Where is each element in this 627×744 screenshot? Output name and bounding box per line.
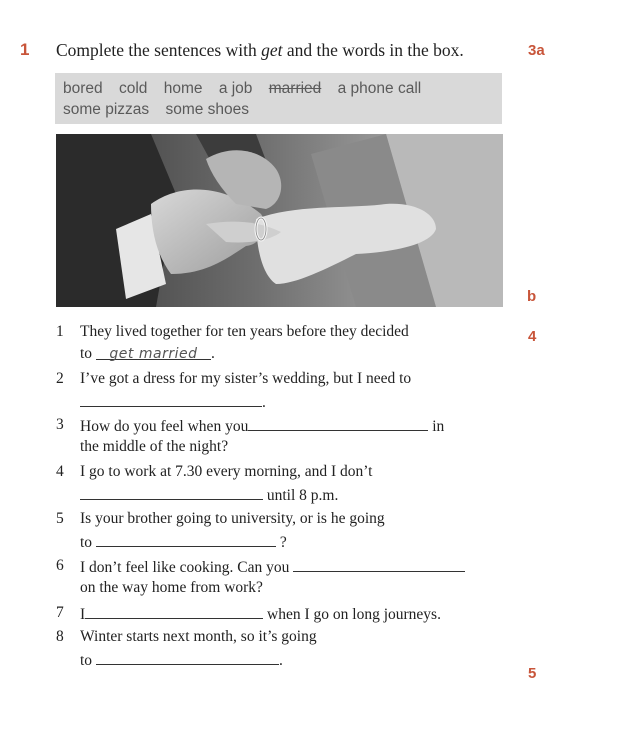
wedding-ring-photo [56, 134, 503, 307]
question-7-answer-blank[interactable] [85, 602, 263, 619]
question-5-line-1: Is your brother going to university, or is he going [80, 510, 385, 527]
word-some-pizzas: some pizzas [63, 101, 150, 118]
question-1-number: 1 [56, 323, 64, 340]
question-2-line-1: I’ve got a dress for my sister’s wedding, but I need to [80, 370, 412, 387]
word-box-line-2 [63, 99, 494, 120]
question-4-line-1: I go to work at 7.30 every morning, and I don’t [80, 463, 373, 480]
question-3-line-2: the middle of the night? [80, 438, 229, 455]
side-label-b: b [527, 288, 537, 305]
question-8-line-1: Winter starts next month, so it’s going [80, 628, 317, 645]
question-4-line-2: until 8 p.m. [80, 483, 338, 507]
question-2-line-2: . [80, 390, 266, 414]
word-bored: bored [63, 80, 103, 97]
question-6-answer-blank[interactable] [293, 555, 465, 572]
side-label-4: 4 [528, 328, 537, 345]
question-6-line-2: on the way home from work? [80, 579, 263, 596]
question-3-line-1: How do you feel when you in [80, 414, 444, 438]
question-5-number: 5 [56, 510, 64, 527]
word-a-job: a job [218, 80, 253, 97]
question-1-line-2: to get married . [80, 345, 215, 362]
question-8-number: 8 [56, 628, 64, 645]
question-1-line-1: They lived together for ten years before they decided [80, 323, 409, 340]
word-married-used: married [268, 80, 322, 97]
question-6-line-1: I don’t feel like cooking. Can you [80, 555, 465, 579]
word-some-shoes: some shoes [165, 101, 250, 118]
question-7-line-1: I when I go on long journeys. [80, 602, 441, 626]
question-4-number: 4 [56, 463, 64, 480]
exercise-number: 1 [20, 40, 30, 59]
question-3-answer-blank[interactable] [248, 414, 428, 431]
question-8-line-2: to . [80, 648, 283, 672]
word-home: home [163, 80, 203, 97]
word-cold: cold [118, 80, 148, 97]
question-1-answer-blank[interactable]: get married [96, 343, 211, 360]
exercise-instruction: Complete the sentences with get and the words in the box. [56, 40, 464, 60]
side-label-5: 5 [528, 665, 537, 682]
question-3-number: 3 [56, 416, 64, 433]
question-5-line-2: to ? [80, 530, 287, 554]
instruction-keyword: get [261, 40, 283, 60]
word-a-phone-call: a phone call [337, 80, 422, 97]
word-box-line-1 [63, 78, 494, 99]
word-box [55, 73, 502, 124]
question-6-number: 6 [56, 557, 64, 574]
question-2-number: 2 [56, 370, 64, 387]
side-label-3a: 3a [528, 42, 545, 59]
question-5-answer-blank[interactable] [96, 530, 276, 547]
question-8-answer-blank[interactable] [96, 648, 279, 665]
question-7-number: 7 [56, 604, 64, 621]
question-2-answer-blank[interactable] [80, 390, 262, 407]
question-4-answer-blank[interactable] [80, 483, 263, 500]
